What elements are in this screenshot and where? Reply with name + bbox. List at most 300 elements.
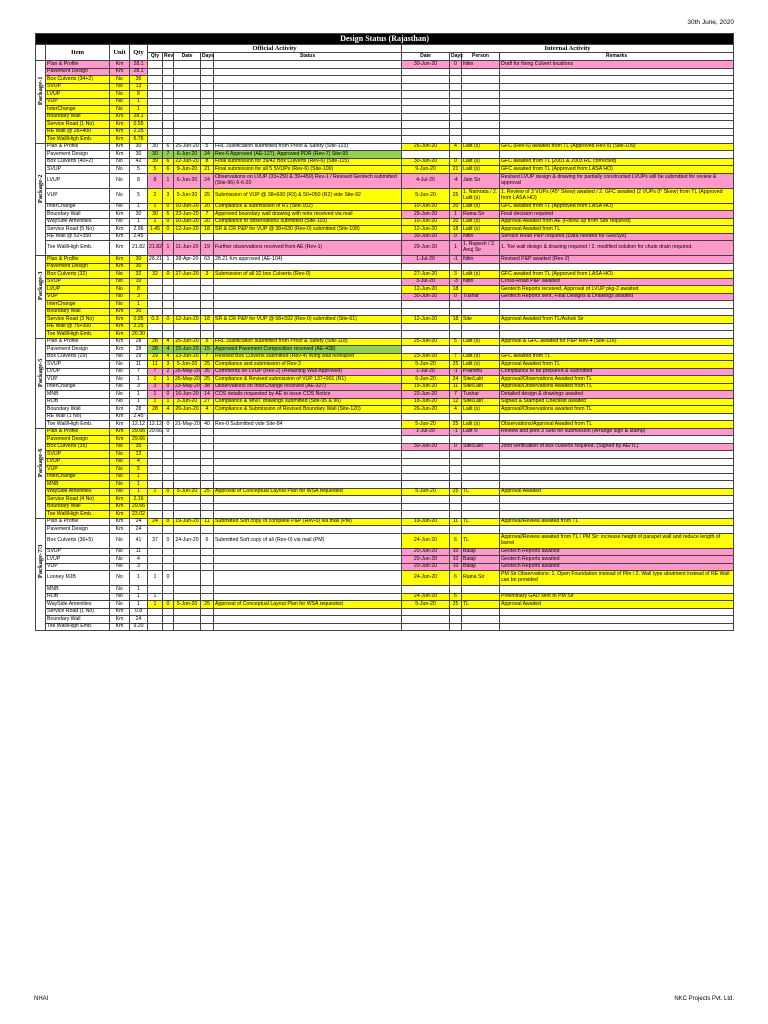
table-row bbox=[36, 398, 734, 406]
official-qty-cell: 21.82 bbox=[148, 241, 163, 256]
col-internal-days: Days bbox=[451, 52, 463, 59]
official-days-cell bbox=[201, 113, 214, 121]
official-date-cell bbox=[174, 286, 201, 294]
official-rev-cell: 1 bbox=[163, 376, 174, 384]
unit-cell: No bbox=[110, 368, 130, 376]
official-rev-cell bbox=[163, 301, 174, 309]
table-row bbox=[36, 511, 734, 519]
internal-date-cell bbox=[402, 623, 450, 631]
internal-days-cell bbox=[450, 331, 462, 339]
unit-cell: Km bbox=[110, 68, 130, 76]
official-status-cell: Submitted Soft copy of all (Rev-0) via mail (PM) bbox=[214, 533, 402, 548]
unit-cell: Km bbox=[110, 436, 130, 444]
unit-cell: No bbox=[110, 458, 130, 466]
unit-cell: No bbox=[110, 466, 130, 474]
official-status-cell bbox=[214, 548, 402, 556]
qty-cell: 29.66 bbox=[130, 503, 148, 511]
qty-cell: 35 bbox=[130, 443, 148, 451]
official-days-cell bbox=[201, 293, 214, 301]
item-cell: RE Wall @ 75+300 bbox=[46, 323, 110, 331]
official-days-cell bbox=[201, 263, 214, 271]
qty-cell: 29.66 bbox=[130, 428, 148, 436]
internal-person-cell: Lalit (s) bbox=[462, 361, 500, 369]
official-days-cell bbox=[201, 83, 214, 91]
unit-cell: Km bbox=[110, 623, 130, 631]
internal-days-cell: -1 bbox=[450, 428, 462, 436]
official-qty-cell bbox=[148, 83, 163, 91]
internal-remarks-cell bbox=[500, 608, 734, 616]
table-row bbox=[36, 271, 734, 279]
internal-days-cell: 10 bbox=[450, 548, 462, 556]
internal-days-cell: 0 bbox=[450, 443, 462, 451]
official-status-cell bbox=[214, 503, 402, 511]
item-cell: LVUP bbox=[46, 173, 110, 188]
unit-cell: Km bbox=[110, 346, 130, 354]
item-cell: LVUP bbox=[46, 286, 110, 294]
internal-days-cell: 21 bbox=[450, 166, 462, 174]
qty-cell: 6.76 bbox=[130, 136, 148, 144]
internal-remarks-cell: Geotech Reports received, Approval of LVUP pkg-2 awaited bbox=[500, 286, 734, 294]
internal-person-cell bbox=[462, 436, 500, 444]
internal-remarks-cell: Approval Awaited from TL bbox=[500, 361, 734, 369]
table-row bbox=[36, 173, 734, 188]
internal-remarks-cell: Approval Awaited from TL bbox=[500, 226, 734, 234]
item-cell: Toe Wall/High Emb. bbox=[46, 136, 110, 144]
official-status-cell: Rev-6 Approved (AE-127), Approved PDR (Rev-7) Site-95 bbox=[214, 151, 402, 159]
internal-days-cell: 7 bbox=[450, 391, 462, 399]
internal-person-cell: Nitin bbox=[462, 256, 500, 264]
internal-days-cell: 11 bbox=[450, 383, 462, 391]
official-days-cell: 40 bbox=[201, 421, 214, 429]
qty-cell: 8 bbox=[130, 286, 148, 294]
official-date-cell bbox=[174, 106, 201, 114]
official-rev-cell bbox=[163, 511, 174, 519]
official-rev-cell: 0 bbox=[163, 391, 174, 399]
unit-cell: No bbox=[110, 353, 130, 361]
official-rev-cell: 5 bbox=[163, 211, 174, 219]
official-rev-cell: 0 bbox=[163, 518, 174, 526]
internal-person-cell: Lalit (s) bbox=[462, 143, 500, 151]
official-days-cell: 25 bbox=[201, 488, 214, 496]
official-date-cell: 3-Jun-20 bbox=[174, 398, 201, 406]
internal-date-cell: 1-Jul-20 bbox=[402, 428, 450, 436]
internal-person-cell: Lalit (s) bbox=[462, 166, 500, 174]
official-qty-cell: 0.3 bbox=[148, 316, 163, 324]
official-qty-cell: 30 bbox=[148, 151, 163, 159]
item-cell: MNB bbox=[46, 481, 110, 489]
internal-days-cell: 4 bbox=[450, 143, 462, 151]
qty-cell: 10 bbox=[130, 278, 148, 286]
item-cell: Boundary Wall bbox=[46, 503, 110, 511]
internal-person-cell: Tushar bbox=[462, 391, 500, 399]
official-days-cell bbox=[201, 481, 214, 489]
official-qty-cell: 1 bbox=[148, 203, 163, 211]
internal-days-cell: 10 bbox=[450, 556, 462, 564]
official-days-cell bbox=[201, 76, 214, 84]
official-days-cell: 25 bbox=[201, 188, 214, 203]
official-rev-cell: 0 bbox=[163, 571, 174, 586]
official-status-cell bbox=[214, 451, 402, 459]
internal-date-cell bbox=[402, 413, 450, 421]
official-status-cell bbox=[214, 413, 402, 421]
official-status-cell bbox=[214, 263, 402, 271]
internal-days-cell: 18 bbox=[450, 316, 462, 324]
qty-cell: 1 bbox=[130, 301, 148, 309]
qty-cell: 23.02 bbox=[130, 511, 148, 519]
official-days-cell: 8 bbox=[201, 158, 214, 166]
unit-cell: No bbox=[110, 563, 130, 571]
table-row bbox=[36, 481, 734, 489]
internal-remarks-cell: GFC awaited from TL (Approved from LASA HO) bbox=[500, 271, 734, 279]
col-official-qty: Qty bbox=[148, 53, 163, 61]
official-status-cell: FRL Justification submitted from Proof & Safety (Site-118) bbox=[214, 338, 402, 346]
official-date-cell: 5-Jun-20 bbox=[174, 361, 201, 369]
official-qty-cell bbox=[148, 136, 163, 144]
internal-remarks-cell bbox=[500, 503, 734, 511]
internal-date-cell: 9-Jun-20 bbox=[402, 166, 450, 174]
table-row bbox=[36, 503, 734, 511]
official-date-cell: 23-May-20 bbox=[175, 383, 200, 390]
table-row bbox=[36, 278, 734, 286]
official-date-cell: 24-Jun-20 bbox=[174, 533, 201, 548]
internal-remarks-cell bbox=[500, 586, 734, 594]
internal-person-cell bbox=[462, 136, 500, 144]
official-date-cell bbox=[174, 563, 201, 571]
unit-cell: No bbox=[110, 83, 130, 91]
internal-days-cell: 7 bbox=[450, 353, 462, 361]
official-days-cell: 5 bbox=[201, 143, 214, 151]
internal-person-cell bbox=[462, 121, 500, 129]
qty-cell: 1 bbox=[130, 473, 148, 481]
internal-person-cell bbox=[462, 511, 500, 519]
internal-date-cell bbox=[402, 346, 450, 354]
official-date-cell bbox=[174, 278, 201, 286]
internal-date-cell: 3-Jul-20 bbox=[402, 278, 450, 286]
official-rev-cell bbox=[163, 503, 174, 511]
official-days-cell: 18 bbox=[201, 316, 214, 324]
official-qty-cell: 37 bbox=[148, 533, 163, 548]
internal-date-cell: 10-Jun-20 bbox=[402, 218, 450, 226]
internal-remarks-cell: Draft for fixing Culvert locations bbox=[500, 61, 734, 69]
official-rev-cell: 1 bbox=[163, 173, 174, 188]
unit-cell: Km bbox=[110, 113, 130, 121]
qty-cell: 30 bbox=[130, 308, 148, 316]
official-days-cell: 63 bbox=[201, 256, 214, 264]
internal-person-cell: Site/Lalit bbox=[462, 376, 500, 384]
qty-cell: 11 bbox=[130, 548, 148, 556]
official-rev-cell bbox=[163, 481, 174, 489]
item-cell: Service Road (1 No) bbox=[46, 608, 110, 616]
internal-date-cell bbox=[402, 466, 450, 474]
internal-remarks-cell bbox=[500, 331, 734, 339]
official-days-cell bbox=[201, 571, 214, 586]
item-cell: SVUP bbox=[46, 278, 110, 286]
official-rev-cell: 0 bbox=[163, 428, 174, 436]
official-status-cell: Approval of Conceptual Layout Plan for WSA requested bbox=[214, 601, 402, 609]
table-row bbox=[36, 496, 734, 504]
item-cell: MNB bbox=[46, 391, 110, 399]
official-rev-cell bbox=[163, 466, 174, 474]
internal-person-cell bbox=[462, 608, 500, 616]
official-qty-cell bbox=[148, 286, 163, 294]
table-row bbox=[36, 548, 734, 556]
internal-remarks-cell bbox=[500, 496, 734, 504]
internal-date-cell bbox=[402, 83, 450, 91]
official-status-cell bbox=[214, 308, 402, 316]
table-row bbox=[36, 241, 734, 256]
unit-cell: Km bbox=[110, 211, 130, 219]
official-days-cell bbox=[201, 106, 214, 114]
unit-cell: Km bbox=[110, 608, 130, 616]
internal-date-cell: 29-Jun-20 bbox=[402, 241, 450, 256]
internal-date-cell: 30-Jun-20 bbox=[402, 443, 450, 451]
internal-days-cell: 18 bbox=[450, 286, 462, 294]
internal-person-cell bbox=[462, 68, 500, 76]
unit-cell: Km bbox=[110, 526, 130, 534]
internal-date-cell bbox=[402, 113, 450, 121]
official-qty-cell bbox=[148, 91, 163, 99]
official-date-cell bbox=[174, 76, 201, 84]
internal-date-cell bbox=[402, 481, 450, 489]
internal-remarks-cell: Detailed design & drawings awaited bbox=[500, 391, 734, 399]
official-date-cell: 15-Jun-20 bbox=[175, 345, 199, 352]
official-rev-cell bbox=[163, 128, 174, 136]
table-row bbox=[36, 488, 734, 496]
official-qty-cell: 30 bbox=[148, 211, 163, 219]
internal-days-cell: 25 bbox=[450, 421, 462, 429]
qty-cell: 29 bbox=[130, 353, 148, 361]
official-status-cell: Observations on InterChange received (AE-327) bbox=[214, 383, 402, 391]
official-days-cell bbox=[201, 91, 214, 99]
internal-days-cell: 6 bbox=[450, 571, 462, 586]
official-rev-cell bbox=[163, 113, 174, 121]
official-status-cell: Compliance & Submission of Revised Boundary Wall (Site-120) bbox=[214, 406, 402, 414]
official-status-cell bbox=[214, 76, 402, 84]
unit-cell: Km bbox=[110, 496, 130, 504]
internal-remarks-cell: Approval Awaited bbox=[500, 488, 734, 496]
unit-cell: Km bbox=[110, 511, 130, 519]
official-date-cell: 11-Jun-20 bbox=[174, 241, 201, 256]
item-cell: Boundary Wall bbox=[46, 616, 110, 624]
unit-cell: No bbox=[110, 391, 130, 399]
table-row bbox=[36, 301, 734, 309]
col-official-date: Date bbox=[174, 53, 201, 61]
internal-date-cell: 24-Jun-20 bbox=[402, 593, 450, 601]
internal-person-cell bbox=[462, 331, 500, 339]
qty-cell: 36 bbox=[130, 76, 148, 84]
internal-date-cell: 26-Jun-20 bbox=[402, 143, 450, 151]
official-days-cell bbox=[201, 593, 214, 601]
official-rev-cell: 6 bbox=[163, 166, 174, 174]
internal-days-cell: 1 bbox=[450, 241, 462, 256]
internal-date-cell: 23-Jun-20 bbox=[402, 353, 450, 361]
official-days-cell: 7 bbox=[201, 353, 214, 361]
table-row bbox=[36, 113, 734, 121]
official-days-cell: 24 bbox=[201, 151, 214, 159]
item-cell: Pavement Design bbox=[46, 263, 110, 271]
internal-date-cell: 26-Jun-20 bbox=[402, 406, 450, 414]
unit-cell: No bbox=[110, 98, 130, 106]
internal-remarks-cell: GFC (Rev-6) awaited from TL (Approved Rev-5) (Site-109) bbox=[500, 143, 734, 151]
qty-cell: 2.16 bbox=[130, 496, 148, 504]
official-qty-cell bbox=[148, 76, 163, 84]
internal-remarks-cell: Geotech Reports awaited bbox=[500, 548, 734, 556]
official-date-cell bbox=[174, 443, 201, 451]
unit-cell: Km bbox=[110, 61, 130, 69]
official-status-cell bbox=[214, 91, 402, 99]
item-cell: Pavement Design bbox=[46, 436, 110, 444]
internal-date-cell: 24-Jun-20 bbox=[402, 571, 450, 586]
item-cell: RE Wall @ 52+350 bbox=[46, 233, 110, 241]
official-date-cell: 23-Jun-20 bbox=[175, 210, 199, 217]
table-row bbox=[36, 518, 734, 526]
internal-date-cell: 25-Jun-20 bbox=[402, 338, 450, 346]
internal-days-cell: 20 bbox=[450, 203, 462, 211]
internal-person-cell: Lalit (s) bbox=[462, 338, 500, 346]
internal-remarks-cell: Approval Awaited from TL/Ashok Sir bbox=[500, 316, 734, 324]
official-qty-cell: 28.21 bbox=[149, 255, 162, 262]
official-status-cell: Submitted Soft copy of complete P&P (Rev-0) via mail (PM) bbox=[214, 518, 402, 526]
item-cell: Toe Wall/High Emb. bbox=[46, 241, 110, 256]
unit-cell: No bbox=[110, 398, 130, 406]
official-qty-cell bbox=[148, 331, 163, 339]
internal-days-cell bbox=[450, 128, 462, 136]
item-cell: Box Culverts (40+2) bbox=[46, 158, 110, 166]
internal-person-cell: Jain Sir bbox=[462, 173, 500, 188]
official-rev-cell bbox=[163, 286, 174, 294]
internal-date-cell bbox=[402, 98, 450, 106]
official-qty-cell bbox=[148, 458, 163, 466]
table-row bbox=[36, 61, 734, 69]
internal-date-cell: 6-Jun-20 bbox=[402, 376, 450, 384]
official-status-cell: Final submission for all 5 SVUPs (Rev-6) (Site-100) bbox=[214, 166, 402, 174]
official-qty-cell bbox=[148, 526, 163, 534]
table-row bbox=[36, 608, 734, 616]
official-days-cell: 6 bbox=[201, 533, 214, 548]
official-days-cell bbox=[201, 428, 214, 436]
unit-cell: No bbox=[110, 301, 130, 309]
internal-days-cell bbox=[450, 436, 462, 444]
official-status-cell: Final submission for 39/42 Box Culverts (Rev-6) (Site-115) bbox=[214, 158, 402, 166]
official-date-cell: 27-Jun-20 bbox=[175, 270, 199, 277]
official-status-cell: COS details requested by AE to issue COS Notice bbox=[214, 391, 402, 399]
official-qty-cell bbox=[148, 233, 163, 241]
internal-days-cell: 6 bbox=[450, 533, 462, 548]
unit-cell: No bbox=[110, 376, 130, 384]
unit-cell: No bbox=[110, 91, 130, 99]
qty-cell: 1 bbox=[130, 398, 148, 406]
official-days-cell bbox=[201, 458, 214, 466]
official-rev-cell bbox=[163, 76, 174, 84]
package-name: Package-3 bbox=[36, 271, 44, 301]
official-date-cell bbox=[174, 113, 201, 121]
official-rev-cell bbox=[163, 436, 174, 444]
official-status-cell bbox=[214, 331, 402, 339]
internal-days-cell: 0 bbox=[450, 158, 462, 166]
unit-cell: Km bbox=[110, 316, 130, 324]
official-qty-cell: 3 bbox=[148, 383, 163, 391]
internal-days-cell bbox=[450, 68, 462, 76]
table-row bbox=[36, 368, 734, 376]
qty-cell: 21.82 bbox=[130, 241, 148, 256]
official-date-cell bbox=[174, 526, 201, 534]
qty-cell: 2.45 bbox=[130, 413, 148, 421]
item-cell: Plan & Profile bbox=[46, 428, 110, 436]
internal-remarks-cell bbox=[500, 481, 734, 489]
unit-cell: Km bbox=[110, 121, 130, 129]
unit-cell: No bbox=[110, 593, 130, 601]
official-rev-cell bbox=[163, 106, 174, 114]
qty-cell: 30 bbox=[130, 256, 148, 264]
internal-date-cell: 4-Jul-20 bbox=[402, 173, 450, 188]
official-rev-cell: 0 bbox=[163, 271, 174, 279]
official-days-cell: 7 bbox=[201, 211, 214, 219]
official-date-cell bbox=[174, 83, 201, 91]
item-cell: Box Culverts (34+2) bbox=[46, 76, 110, 84]
official-days-cell bbox=[201, 278, 214, 286]
official-status-cell bbox=[214, 623, 402, 631]
internal-person-cell bbox=[462, 323, 500, 331]
official-qty-cell bbox=[148, 301, 163, 309]
item-cell: LVUP bbox=[46, 91, 110, 99]
unit-cell: No bbox=[110, 76, 130, 84]
official-rev-cell: 3 bbox=[163, 188, 174, 203]
internal-days-cell bbox=[450, 98, 462, 106]
internal-remarks-cell: Preliminary GAD sent to PM Sir bbox=[500, 593, 734, 601]
qty-cell: 28.1 bbox=[130, 68, 148, 76]
official-days-cell bbox=[201, 301, 214, 309]
item-cell: LVUP bbox=[46, 458, 110, 466]
qty-cell: 1 bbox=[130, 203, 148, 211]
internal-days-cell bbox=[450, 76, 462, 84]
qty-cell: 2.25 bbox=[130, 128, 148, 136]
qty-cell: 1 bbox=[130, 586, 148, 594]
internal-remarks-cell bbox=[500, 128, 734, 136]
item-cell: Toe Wall/High Emb. bbox=[46, 511, 110, 519]
internal-person-cell: 1. Namrata / 2. Lalit (s) bbox=[462, 188, 500, 203]
internal-remarks-cell: Geotech Reports awaited bbox=[500, 563, 734, 571]
official-days-cell: 18 bbox=[201, 226, 214, 234]
official-qty-cell bbox=[148, 263, 163, 271]
internal-person-cell: Nitin bbox=[462, 233, 500, 241]
table-row bbox=[36, 473, 734, 481]
table-row bbox=[36, 586, 734, 594]
col-internal-remarks: Remarks bbox=[500, 53, 734, 61]
unit-cell: No bbox=[110, 556, 130, 564]
official-days-cell: 19 bbox=[201, 241, 214, 256]
unit-cell: Km bbox=[110, 338, 130, 346]
internal-remarks-cell bbox=[500, 451, 734, 459]
official-qty-cell: 5 bbox=[148, 166, 163, 174]
unit-cell: No bbox=[110, 571, 130, 586]
internal-days-cell: 10 bbox=[450, 563, 462, 571]
item-cell: Boundary Wall bbox=[46, 211, 110, 219]
internal-date-cell bbox=[402, 323, 450, 331]
unit-cell: No bbox=[110, 473, 130, 481]
official-days-cell bbox=[201, 563, 214, 571]
internal-person-cell bbox=[462, 263, 500, 271]
internal-person-cell bbox=[462, 286, 500, 294]
item-cell: Service Road (4 No) bbox=[46, 496, 110, 504]
official-qty-cell: 29.66 bbox=[149, 428, 162, 435]
internal-days-cell: 25 bbox=[450, 188, 462, 203]
unit-cell: No bbox=[110, 278, 130, 286]
internal-person-cell: Nitin bbox=[462, 278, 500, 286]
official-date-cell: 6-Jun-20 bbox=[174, 151, 201, 159]
official-status-cell bbox=[214, 511, 402, 519]
official-date-cell bbox=[174, 616, 201, 624]
internal-person-cell: Lalit (s) bbox=[462, 218, 500, 226]
